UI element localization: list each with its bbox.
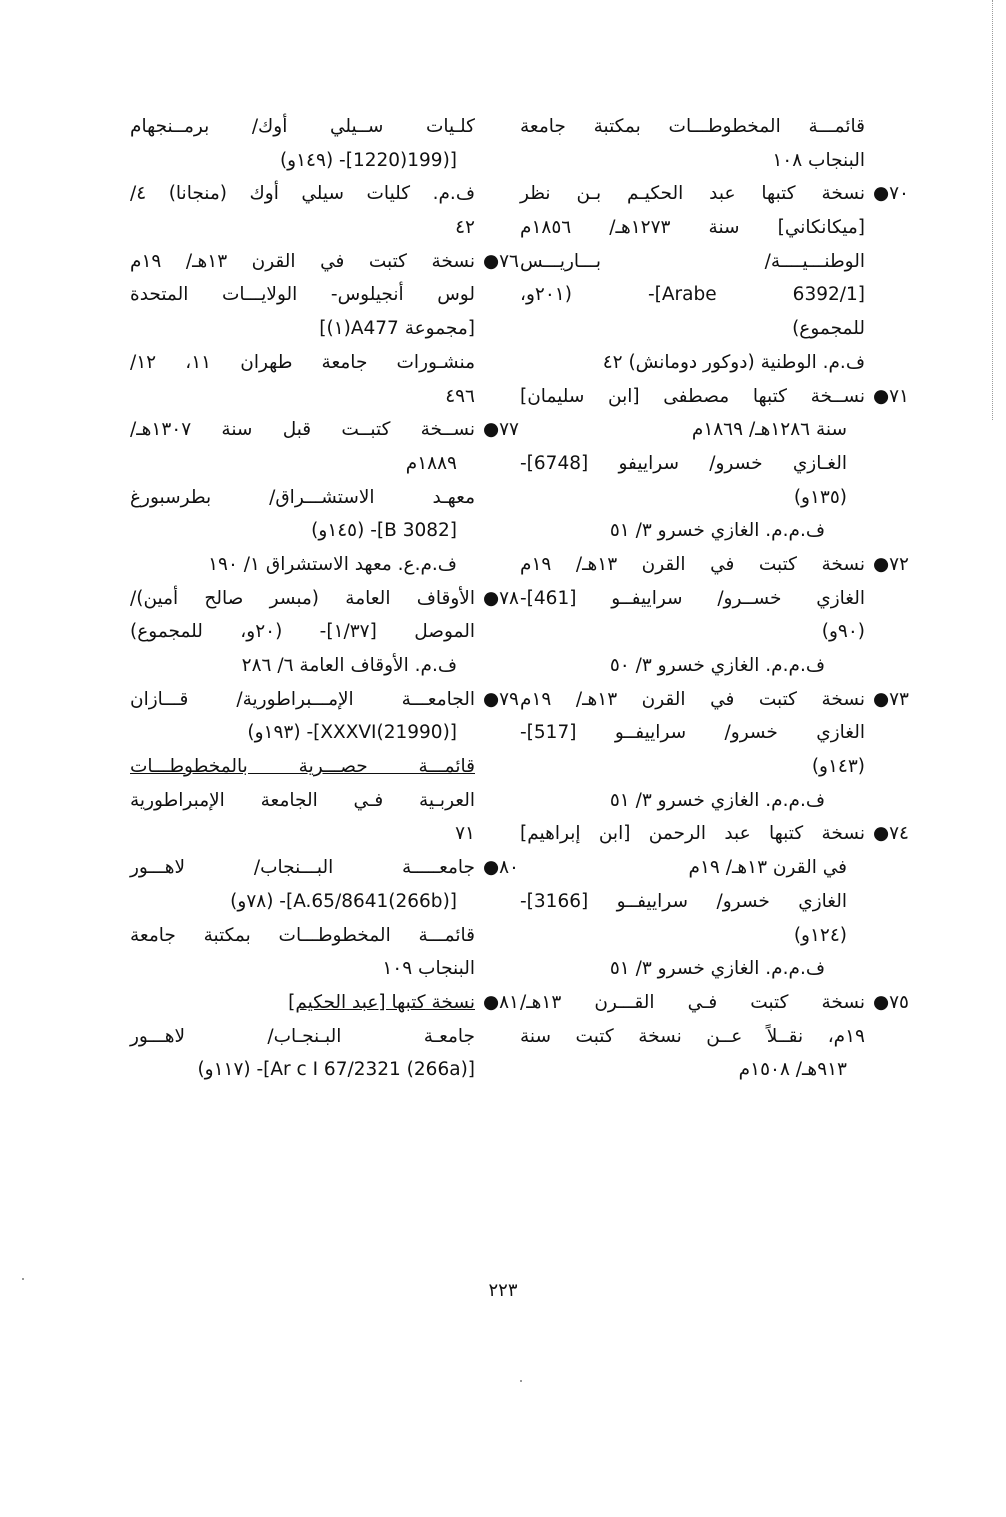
entry-79 xyxy=(130,683,519,851)
reference-line: ف.م.ع. معهد الاستشراق ١/ ١٩٠ xyxy=(208,553,457,575)
entry-continuation xyxy=(130,110,475,245)
reference-line: ف.م.م. الغازي خسرو ٣/ ٥١ xyxy=(609,958,825,980)
text-line: (١٤٣و) xyxy=(811,756,865,778)
text-line: نسخة كتبت في القرن ١٣هـ/ ١٩م xyxy=(520,553,865,575)
text-line: الجامعـــة الإمـــبراطورية/ قـــازان xyxy=(130,688,475,710)
text-line: (٩٠و) xyxy=(821,621,865,643)
text-line: الغـازي خسرو/ سراييفو [6748]- xyxy=(520,452,847,474)
text-line: [(XXXVI(21990]- (١٩٣و) xyxy=(247,722,457,744)
entry-number: ٧٣● xyxy=(872,688,909,710)
page-edge-mark xyxy=(992,0,1006,420)
text-line: جامعـــــة البـــنجاب/ لاهـــور xyxy=(130,857,475,879)
entry-75 xyxy=(520,986,909,1087)
text-line: نســخة كتبها مصطفى [ابن سليمان] xyxy=(520,385,865,407)
entry-number: ٧٧● xyxy=(482,419,519,441)
left-column xyxy=(130,110,519,1087)
text-line: نسخة كتبها عبد الحكيـم بـن نظر xyxy=(520,183,865,205)
text-line: نسخة كتبت في القرن ١٣هـ/ ١٩م xyxy=(130,250,475,272)
entry-70 xyxy=(520,177,909,379)
reference-line: ف.م.م. الغازي خسرو ٣/ ٥١ xyxy=(609,520,825,542)
text-line: كلـيات ســيلي أوك/ برمــنجهام xyxy=(130,116,475,137)
text-line: نسخة كتبت فـي القـــرن ١٣هـ/ xyxy=(520,991,865,1013)
reference-line: ف.م.م. الغازي خسرو ٣/ ٥١ xyxy=(609,789,825,811)
text-line: [(266b)A.65/8641]- (٧٨و) xyxy=(230,890,457,912)
text-line: قائمـــة المخطوطـــات بمكتبة جامعة xyxy=(520,116,865,137)
text-line: [(266a) Ar c I 67/2321]- (١١٧و) xyxy=(197,1059,475,1081)
text-line: في القرن ١٣هـ/ ١٩م xyxy=(688,857,847,879)
text-line: ٤٢ xyxy=(455,217,475,239)
text-line: (١٣٥و) xyxy=(793,486,847,508)
entry-number: ٧١● xyxy=(872,385,909,407)
text-line: العربـية فـي الجامعة الإمبراطورية xyxy=(130,789,475,811)
entry-77 xyxy=(130,413,519,581)
entry-71 xyxy=(520,380,909,548)
entry-number: ٨٠● xyxy=(482,857,519,879)
text-line: الغازي خسرو/ سراييفــو [3166]- xyxy=(520,890,847,912)
entry-78 xyxy=(130,582,519,683)
text-line: الأوقاف العامة (مبسر صالح أمين)/ xyxy=(130,587,475,609)
text-line: الغازي خســرو/ سراييفــو [461]- xyxy=(520,587,865,609)
text-line: لوس أنجيلوس- الولايـــات المتحدة xyxy=(130,284,475,306)
text-line: الغازي خسرو/ سراييفــو [517]- xyxy=(520,722,865,744)
entry-80 xyxy=(130,851,519,986)
entry-number: ٧٤● xyxy=(872,823,909,845)
entry-72 xyxy=(520,548,909,683)
text-line: الوطنـــيــــة/ بـــاريـــس xyxy=(520,250,865,272)
text-line: ٧١ xyxy=(455,823,475,845)
entry-76 xyxy=(130,245,519,413)
text-line: سنة ١٢٨٦هـ/ ١٨٦٩م xyxy=(691,419,847,441)
entry-number: ٧٦● xyxy=(482,250,519,272)
entry-73 xyxy=(520,683,909,818)
entry-number: ٧٨● xyxy=(482,587,519,609)
entry-81 xyxy=(130,986,519,1087)
text-line: نسخة كتبها عبد الرحمن [ابن إبراهيم] xyxy=(520,823,865,845)
text-line: نسخة كتبها [عبد الحكيم] xyxy=(288,991,475,1013)
text-line: البنجاب ١٠٨ xyxy=(772,149,865,171)
text-line: ٤٩٦ xyxy=(445,385,475,407)
text-line: [مجموعة A477(١)] xyxy=(319,318,475,340)
text-line: قائمـــة حصـــرية بالمخطوطـــات xyxy=(130,756,475,778)
scan-speck xyxy=(22,1278,24,1280)
entry-number: ٧٩● xyxy=(482,688,519,710)
text-line: للمجموع) xyxy=(792,318,865,340)
entry-74 xyxy=(520,817,909,985)
text-line: [(199(1220]- (١٤٩و) xyxy=(279,149,457,171)
text-line: [ميكانكاني] سنة ١٢٧٣هـ/ ١٨٥٦م xyxy=(520,217,865,239)
entry-number: ٧٠● xyxy=(872,183,909,205)
text-line: [Arabe 6392/1]- (٢٠١و، xyxy=(520,284,865,306)
text-line: جامعـة البـنجـاب/ لاهـــور xyxy=(130,1025,475,1047)
text-line: ١٩م، نقــلاً عــن نسخة كتبت سنة xyxy=(520,1025,865,1047)
page-number: ٢٢٣ xyxy=(488,1280,518,1301)
reference-line: ف.م. الوطنية (دوكور دومانش) ٤٢ xyxy=(602,351,865,373)
reference-line: ف.م.م. الغازي خسرو ٣/ ٥٠ xyxy=(609,655,825,676)
entry-number: ٧٢● xyxy=(872,553,909,575)
text-line: البنجاب ١٠٩ xyxy=(382,958,475,980)
reference-line: منشـورات جامعة طهران ١١، ١٢/ xyxy=(130,351,475,373)
scan-speck xyxy=(520,1380,522,1382)
entry-continuation xyxy=(520,110,865,177)
text-line: الموصل [١/٣٧]- (٢٠و، للمجموع) xyxy=(130,621,475,643)
text-line: ١٨٨٩م xyxy=(405,452,457,474)
text-line: (١٢٤و) xyxy=(793,924,847,946)
entry-number: ٧٥● xyxy=(872,991,909,1013)
text-line: [B 3082]- (١٤٥و) xyxy=(311,520,457,542)
text-line: نسخة كتبت في القرن ١٣هـ/ ١٩م xyxy=(520,688,865,710)
right-column xyxy=(520,110,909,1087)
reference-line: ف.م. الأوقاف العامة ٦/ ٢٨٦ xyxy=(241,655,457,676)
text-line: ٩١٣هـ/ ١٥٠٨م xyxy=(738,1059,847,1081)
text-line: نســخة كتبــت قبل سنة ١٣٠٧هـ/ xyxy=(130,419,475,441)
reference-line: ف.م. كليات سيلي أوك (منجانا) ٤/ xyxy=(130,183,475,205)
entry-number: ٨١● xyxy=(482,991,519,1013)
text-line: قائمـــة المخطوطـــات بمكتبة جامعة xyxy=(130,924,475,946)
text-line: معهـد الاستشـــراق/ بطرسبورغ xyxy=(130,486,475,508)
